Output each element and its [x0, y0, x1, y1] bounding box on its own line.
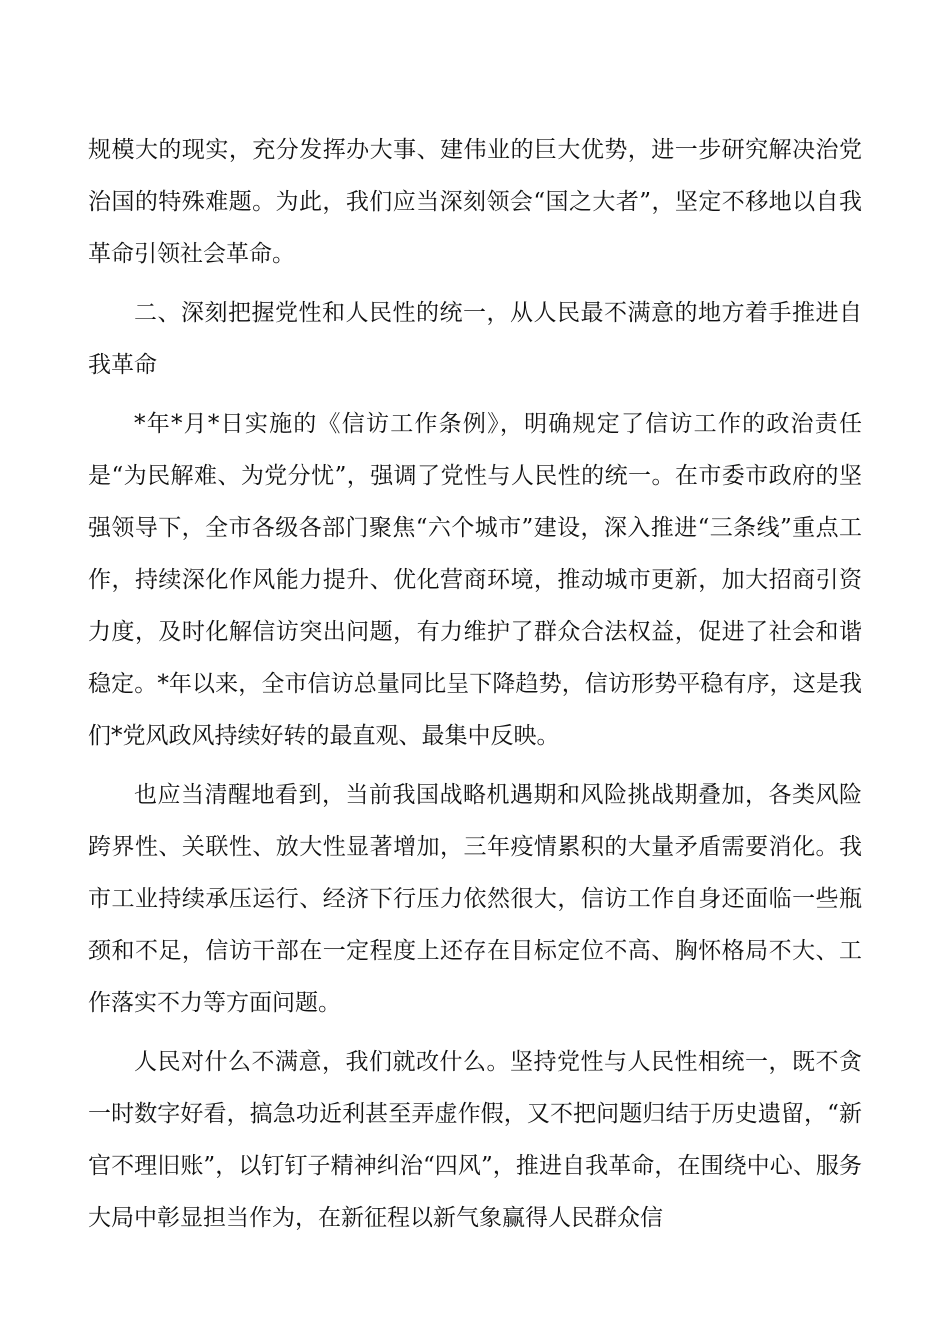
- section-heading-2: 二、深刻把握党性和人民性的统一，从人民最不满意的地方着手推进自我革命: [88, 300, 862, 378]
- paragraph-regulation: *年*月*日实施的《信访工作条例》，明确规定了信访工作的政治责任是“为民解难、为党分忧”，强调了党性与人民性的统一。在市委市政府的坚强领导下，全市各级各部门聚焦“六个城市”建设，深入推进“三条线”重点工作，持续深化作风能力提升、优化营商环境，推动城市更新，加大招商引资力度，及时化解信访突出问题，有力维护了群众合法权益，促进了社会和谐稳定。*年以来，全市信访总量同比呈下降趋势，信访形势平稳有序，这是我们*党风政风持续好转的最直观、最集中反映。: [88, 411, 862, 749]
- paragraph-continuation: 规模大的现实，充分发挥办大事、建伟业的巨大优势，进一步研究解决治党治国的特殊难题。为此，我们应当深刻领会“国之大者”，坚定不移地以自我革命引领社会革命。: [88, 137, 862, 267]
- paragraph-challenges: 也应当清醒地看到，当前我国战略机遇期和风险挑战期叠加，各类风险跨界性、关联性、放大性显著增加，三年疫情累积的大量矛盾需要消化。我市工业持续承压运行、经济下行压力依然很大，信访工作自身还面临一些瓶颈和不足，信访干部在一定程度上还存在目标定位不高、胸怀格局不大、工作落实不力等方面问题。: [88, 782, 862, 1016]
- paragraph-reform: 人民对什么不满意，我们就改什么。坚持党性与人民性相统一，既不贪一时数字好看，搞急功近利甚至弄虚作假，又不把问题归结于历史遗留，“新官不理旧账”，以钉钉子精神纠治“四风”，推进自我革命，在围绕中心、服务大局中彰显担当作为，在新征程以新气象赢得人民群众信: [88, 1049, 862, 1231]
- document-body: [88, 124, 862, 1244]
